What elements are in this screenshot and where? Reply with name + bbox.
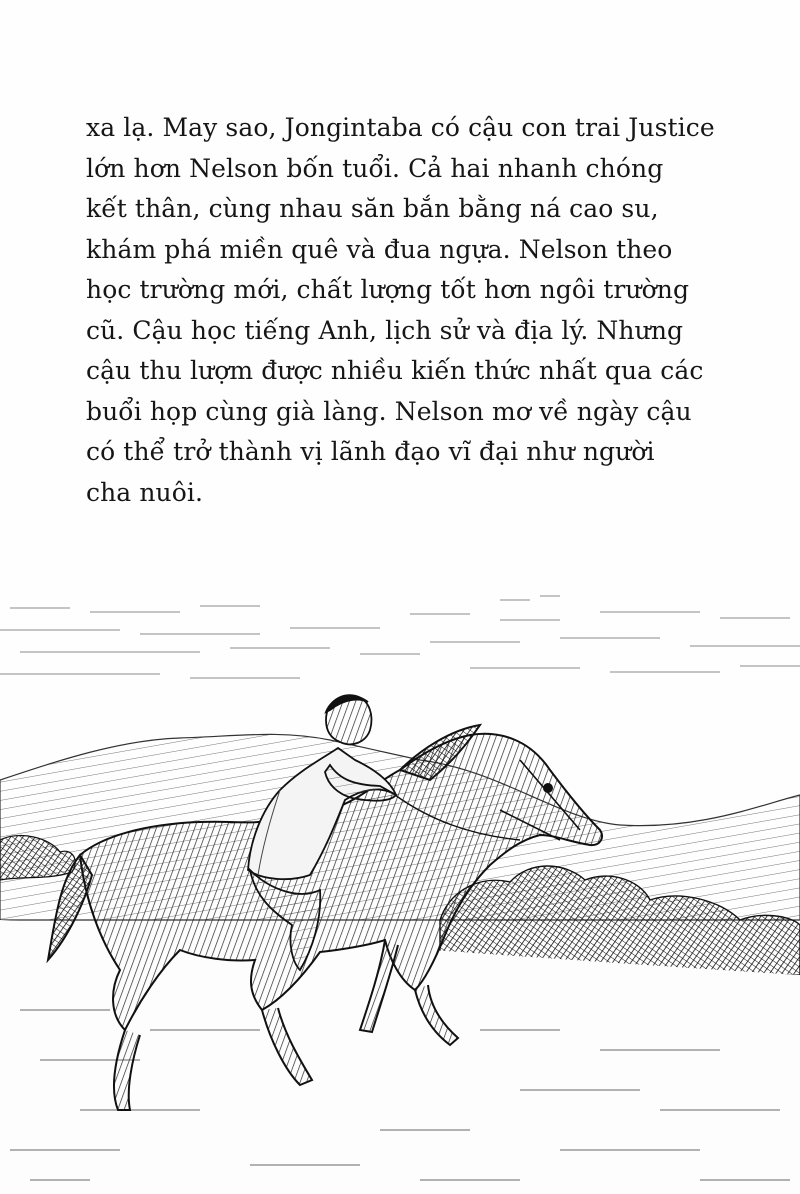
sky-strokes	[0, 596, 800, 678]
paragraph-line-3: kết thân, cùng nhau săn bắn bằng ná cao su,	[86, 194, 659, 223]
paragraph-line-6: cũ. Cậu học tiếng Anh, lịch sử và địa lý. Nhưng	[86, 315, 684, 345]
paragraph-line-10: cha nuôi.	[86, 477, 204, 507]
paragraph-line-1: xa lạ. May sao, Jongintaba có cậu con trai Justice	[86, 113, 715, 142]
body-paragraph	[86, 108, 726, 513]
paragraph-line-4: khám phá miền quê và đua ngựa. Nelson theo	[86, 234, 673, 264]
paragraph-line-7: cậu thu lượm được nhiều kiến thức nhất qua các	[86, 356, 704, 385]
paragraph-line-5: học trường mới, chất lượng tốt hơn ngôi trường	[86, 275, 690, 304]
paragraph-line-8: buổi họp cùng già làng. Nelson mơ về ngày cậu	[86, 396, 692, 426]
paragraph-line-9: có thể trở thành vị lãnh đạo vĩ đại như người	[86, 437, 655, 466]
horse-rider-illustration	[0, 590, 800, 1194]
paragraph-line-2: lớn hơn Nelson bốn tuổi. Cả hai nhanh chóng	[86, 153, 664, 183]
